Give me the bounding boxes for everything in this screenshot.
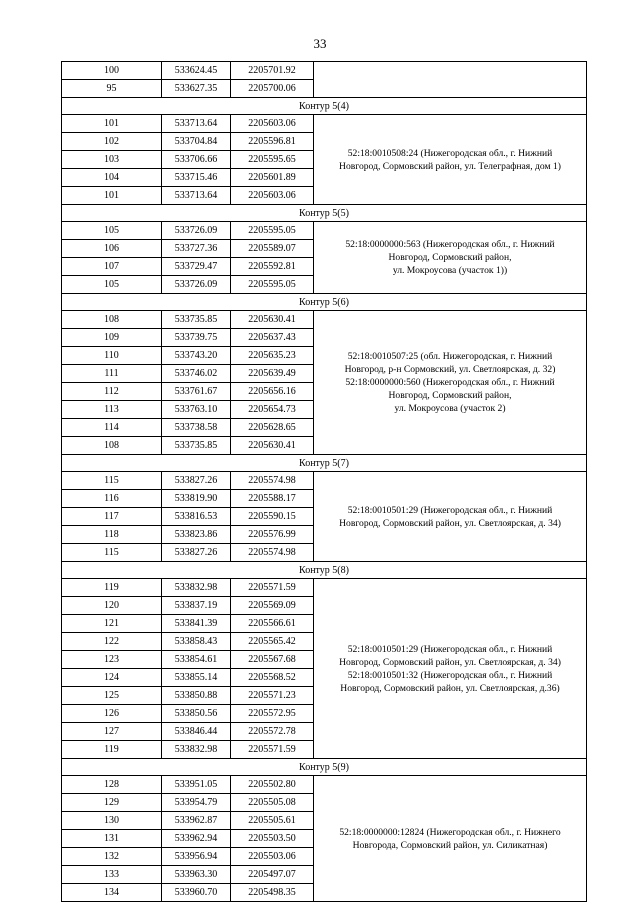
- point-number-cell: 104: [62, 169, 162, 187]
- x-coordinate-cell: 533704.84: [162, 133, 231, 151]
- y-coordinate-cell: 2205592.81: [231, 258, 314, 276]
- table-row: [62, 222, 587, 240]
- y-coordinate-cell: 2205568.52: [231, 669, 314, 687]
- y-coordinate-cell: 2205595.05: [231, 222, 314, 240]
- x-coordinate-cell: 533739.75: [162, 329, 231, 347]
- point-number-cell: 119: [62, 579, 162, 597]
- point-number-cell: 125: [62, 687, 162, 705]
- y-coordinate-cell: 2205505.61: [231, 812, 314, 830]
- page-number: 33: [313, 36, 327, 51]
- point-number-cell: 131: [62, 830, 162, 848]
- x-coordinate-cell: 533827.26: [162, 472, 231, 490]
- x-coordinate-cell: 533832.98: [162, 741, 231, 759]
- x-coordinate-cell: 533763.10: [162, 401, 231, 419]
- point-number-cell: 100: [62, 62, 162, 80]
- point-number-cell: 101: [62, 187, 162, 205]
- x-coordinate-cell: 533846.44: [162, 723, 231, 741]
- x-coordinate-cell: 533726.09: [162, 276, 231, 294]
- cadastral-description-line: 52:18:0010501:29 (Нижегородская обл., г. Нижний: [347, 504, 553, 516]
- x-coordinate-cell: 533858.43: [162, 633, 231, 651]
- y-coordinate-cell: 2205505.08: [231, 794, 314, 812]
- contour-title: Контур 5(7): [62, 455, 587, 472]
- y-coordinate-cell: 2205701.92: [231, 62, 314, 80]
- x-coordinate-cell: 533715.46: [162, 169, 231, 187]
- x-coordinate-cell: 533850.56: [162, 705, 231, 723]
- cadastral-description-cell: [314, 222, 587, 294]
- y-coordinate-cell: 2205566.61: [231, 615, 314, 633]
- table-row: [62, 311, 587, 329]
- x-coordinate-cell: 533735.85: [162, 437, 231, 455]
- point-number-cell: 114: [62, 419, 162, 437]
- x-coordinate-cell: 533746.02: [162, 365, 231, 383]
- y-coordinate-cell: 2205630.41: [231, 311, 314, 329]
- cadastral-description-line: Новгород, Сормовский район, ул. Светлоярская, д.36): [340, 682, 560, 694]
- point-number-cell: 134: [62, 884, 162, 902]
- cadastral-description-cell: [314, 579, 587, 759]
- y-coordinate-cell: 2205595.05: [231, 276, 314, 294]
- point-number-cell: 108: [62, 311, 162, 329]
- y-coordinate-cell: 2205502.80: [231, 776, 314, 794]
- cadastral-description-cell: [314, 472, 587, 562]
- y-coordinate-cell: 2205571.59: [231, 741, 314, 759]
- contour-header-row: [62, 562, 587, 579]
- point-number-cell: 106: [62, 240, 162, 258]
- x-coordinate-cell: 533706.66: [162, 151, 231, 169]
- x-coordinate-cell: 533963.30: [162, 866, 231, 884]
- contour-header-row: [62, 98, 587, 115]
- cadastral-description-line: 52:18:0010501:32 (Нижегородская обл., г. Нижний: [347, 669, 553, 681]
- x-coordinate-cell: 533713.64: [162, 115, 231, 133]
- contour-header-row: [62, 294, 587, 311]
- x-coordinate-cell: 533855.14: [162, 669, 231, 687]
- cadastral-description-line: 52:18:0010507:25 (обл. Нижегородская, г. Нижний: [347, 351, 553, 362]
- cadastral-description-cell: [314, 311, 587, 455]
- point-number-cell: 124: [62, 669, 162, 687]
- y-coordinate-cell: 2205637.43: [231, 329, 314, 347]
- x-coordinate-cell: 533962.94: [162, 830, 231, 848]
- y-coordinate-cell: 2205628.65: [231, 419, 314, 437]
- point-number-cell: 103: [62, 151, 162, 169]
- x-coordinate-cell: 533727.36: [162, 240, 231, 258]
- x-coordinate-cell: 533823.86: [162, 526, 231, 544]
- x-coordinate-cell: 533761.67: [162, 383, 231, 401]
- cadastral-description-line: 52:18:0010508:24 (Нижегородская обл., г. Нижний: [347, 147, 553, 159]
- y-coordinate-cell: 2205503.50: [231, 830, 314, 848]
- y-coordinate-cell: 2205571.59: [231, 579, 314, 597]
- x-coordinate-cell: 533962.87: [162, 812, 231, 830]
- y-coordinate-cell: 2205700.06: [231, 80, 314, 98]
- y-coordinate-cell: 2205497.07: [231, 866, 314, 884]
- coordinates-table: [61, 61, 587, 902]
- table-row: [62, 776, 587, 794]
- y-coordinate-cell: 2205567.68: [231, 651, 314, 669]
- x-coordinate-cell: 533738.58: [162, 419, 231, 437]
- y-coordinate-cell: 2205603.06: [231, 187, 314, 205]
- contour-title: Контур 5(6): [62, 294, 587, 311]
- point-number-cell: 105: [62, 276, 162, 294]
- cadastral-description-line: 52:18:0000000:563 (Нижегородская обл., г. Нижний: [345, 239, 555, 250]
- point-number-cell: 109: [62, 329, 162, 347]
- y-coordinate-cell: 2205572.95: [231, 705, 314, 723]
- x-coordinate-cell: 533854.61: [162, 651, 231, 669]
- contour-title: Контур 5(9): [62, 759, 587, 776]
- point-number-cell: 116: [62, 490, 162, 508]
- y-coordinate-cell: 2205574.98: [231, 472, 314, 490]
- cadastral-description-cell: [314, 776, 587, 902]
- x-coordinate-cell: 533735.85: [162, 311, 231, 329]
- point-number-cell: 110: [62, 347, 162, 365]
- point-number-cell: 121: [62, 615, 162, 633]
- x-coordinate-cell: 533951.05: [162, 776, 231, 794]
- y-coordinate-cell: 2205590.15: [231, 508, 314, 526]
- table-row: [62, 115, 587, 133]
- contour-header-row: [62, 205, 587, 222]
- cadastral-description-line: Новгород, Сормовский район, ул. Светлоярская, д. 34): [339, 517, 561, 529]
- contour-header-row: [62, 759, 587, 776]
- point-number-cell: 120: [62, 597, 162, 615]
- point-number-cell: 115: [62, 472, 162, 490]
- point-number-cell: 132: [62, 848, 162, 866]
- point-number-cell: 128: [62, 776, 162, 794]
- y-coordinate-cell: 2205595.65: [231, 151, 314, 169]
- y-coordinate-cell: 2205503.06: [231, 848, 314, 866]
- y-coordinate-cell: 2205571.23: [231, 687, 314, 705]
- x-coordinate-cell: 533960.70: [162, 884, 231, 902]
- contour-title: Контур 5(4): [62, 98, 587, 115]
- y-coordinate-cell: 2205588.17: [231, 490, 314, 508]
- cadastral-description-line: 52:18:0000000:560 (Нижегородская обл., г. Нижний: [345, 377, 555, 388]
- y-coordinate-cell: 2205565.42: [231, 633, 314, 651]
- point-number-cell: 129: [62, 794, 162, 812]
- cadastral-description-line: 52:18:0010501:29 (Нижегородская обл., г. Нижний: [347, 643, 553, 655]
- y-coordinate-cell: 2205630.41: [231, 437, 314, 455]
- contour-title: Контур 5(8): [62, 562, 587, 579]
- x-coordinate-cell: 533827.26: [162, 544, 231, 562]
- y-coordinate-cell: 2205569.09: [231, 597, 314, 615]
- point-number-cell: 111: [62, 365, 162, 383]
- table-row: [62, 579, 587, 597]
- cadastral-description-line: Новгород, Сормовский район,: [388, 390, 512, 401]
- cadastral-description-line: Новгород, р-н Сормовский, ул. Светлоярская, д. 32): [344, 364, 556, 375]
- cadastral-description-line: 52:18:0000000:12824 (Нижегородская обл., г. Нижнего: [339, 826, 561, 838]
- y-coordinate-cell: 2205572.78: [231, 723, 314, 741]
- point-number-cell: 112: [62, 383, 162, 401]
- x-coordinate-cell: 533850.88: [162, 687, 231, 705]
- y-coordinate-cell: 2205574.98: [231, 544, 314, 562]
- point-number-cell: 127: [62, 723, 162, 741]
- y-coordinate-cell: 2205656.16: [231, 383, 314, 401]
- point-number-cell: 130: [62, 812, 162, 830]
- y-coordinate-cell: 2205654.73: [231, 401, 314, 419]
- y-coordinate-cell: 2205601.89: [231, 169, 314, 187]
- contour-title: Контур 5(5): [62, 205, 587, 222]
- cadastral-description-line: Новгород, Сормовский район, ул. Светлоярская, д. 34): [339, 656, 561, 668]
- point-number-cell: 123: [62, 651, 162, 669]
- point-number-cell: 115: [62, 544, 162, 562]
- x-coordinate-cell: 533841.39: [162, 615, 231, 633]
- x-coordinate-cell: 533627.35: [162, 80, 231, 98]
- y-coordinate-cell: 2205589.07: [231, 240, 314, 258]
- point-number-cell: 107: [62, 258, 162, 276]
- point-number-cell: 113: [62, 401, 162, 419]
- y-coordinate-cell: 2205635.23: [231, 347, 314, 365]
- point-number-cell: 118: [62, 526, 162, 544]
- point-number-cell: 122: [62, 633, 162, 651]
- cadastral-description-line: Новгород, Сормовский район, ул. Телеграфная, дом 1): [339, 160, 561, 172]
- x-coordinate-cell: 533832.98: [162, 579, 231, 597]
- point-number-cell: 102: [62, 133, 162, 151]
- x-coordinate-cell: 533816.53: [162, 508, 231, 526]
- x-coordinate-cell: 533743.20: [162, 347, 231, 365]
- cadastral-description-line: ул. Мокроусова (участок 1)): [392, 265, 508, 276]
- cadastral-description-cell: [314, 115, 587, 205]
- cadastral-description-cell: [314, 62, 587, 98]
- cadastral-description-line: Новгорода, Сормовский район, ул. Силикатная): [352, 839, 548, 851]
- point-number-cell: 117: [62, 508, 162, 526]
- y-coordinate-cell: 2205576.99: [231, 526, 314, 544]
- x-coordinate-cell: 533956.94: [162, 848, 231, 866]
- contour-header-row: [62, 455, 587, 472]
- x-coordinate-cell: 533624.45: [162, 62, 231, 80]
- point-number-cell: 105: [62, 222, 162, 240]
- x-coordinate-cell: 533837.19: [162, 597, 231, 615]
- cadastral-description-line: ул. Мокроусова (участок 2): [394, 403, 506, 414]
- cadastral-description-line: Новгород, Сормовский район,: [388, 252, 512, 263]
- coordinates-table-body: [62, 62, 587, 902]
- y-coordinate-cell: 2205596.81: [231, 133, 314, 151]
- table-row: [62, 472, 587, 490]
- x-coordinate-cell: 533726.09: [162, 222, 231, 240]
- point-number-cell: 95: [62, 80, 162, 98]
- point-number-cell: 119: [62, 741, 162, 759]
- table-row: [62, 62, 587, 80]
- point-number-cell: 133: [62, 866, 162, 884]
- x-coordinate-cell: 533819.90: [162, 490, 231, 508]
- y-coordinate-cell: 2205639.49: [231, 365, 314, 383]
- y-coordinate-cell: 2205603.06: [231, 115, 314, 133]
- x-coordinate-cell: 533713.64: [162, 187, 231, 205]
- x-coordinate-cell: 533729.47: [162, 258, 231, 276]
- x-coordinate-cell: 533954.79: [162, 794, 231, 812]
- point-number-cell: 101: [62, 115, 162, 133]
- point-number-cell: 126: [62, 705, 162, 723]
- point-number-cell: 108: [62, 437, 162, 455]
- y-coordinate-cell: 2205498.35: [231, 884, 314, 902]
